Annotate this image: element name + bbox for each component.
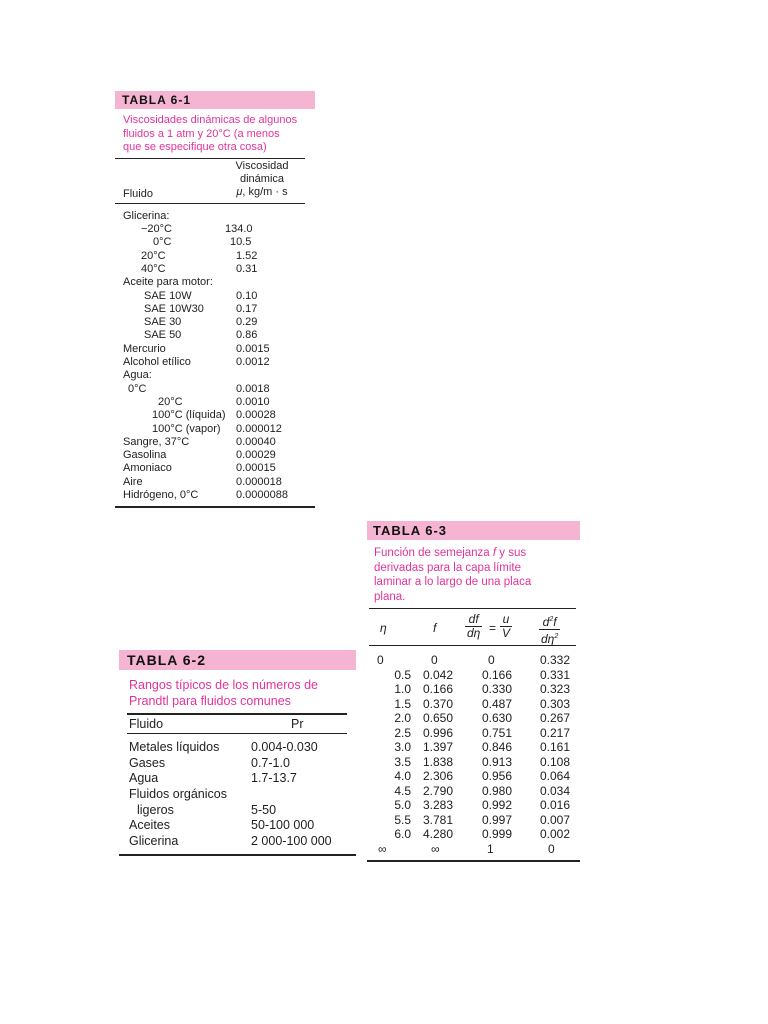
table-row [367,711,580,726]
viscosity-value: 0.0010 [236,395,270,408]
table-6-2-header [119,715,356,733]
viscosity-value: 0.0000088 [236,489,288,502]
table-row [367,842,580,857]
column-header-u-v [500,613,512,640]
viscosity-value: 0.00040 [236,435,276,448]
table-row [115,316,315,329]
d2f-deta2-value: 0.034 [539,783,570,798]
table-6-1-caption [123,114,315,155]
column-header-eta: η [380,621,387,635]
d2f-deta2-value: 0.332 [539,653,570,667]
df-deta-value: 0.997 [481,812,512,827]
column-header-f: f [433,621,437,635]
table-6-2-label: TABLA 6-2 [119,650,356,670]
table-row [115,396,315,409]
table-6-3 [367,521,580,862]
fluid-name: Aire [123,475,143,488]
table-row [115,409,315,422]
table-row [115,276,315,289]
d2f-deta2-value: 0.108 [539,754,570,769]
fluid-name: Metales líquidos [129,740,220,754]
fraction-denominator: dη [467,626,481,640]
fluid-name: SAE 10W [144,289,192,302]
table-row [367,697,580,712]
table-row [115,423,315,436]
caption-line: fluidos a 1 atm y 20°C (a menos [123,127,280,140]
viscosity-value: 10.5 [230,236,252,249]
viscosity-header-line: Viscosidad [235,159,289,172]
table-row [367,726,580,741]
f-value: 2.790 [422,783,453,798]
table-row [115,210,315,223]
viscosity-value: 0.86 [236,329,258,342]
fraction-numerator: df [465,613,482,627]
fluid-name: Agua [129,771,159,786]
fraction-numerator: u [500,613,512,627]
caption-var-f: f [492,547,497,559]
d2f-deta2-value: 0.007 [539,812,570,827]
table-row [115,329,315,342]
mu-symbol: μ [236,185,243,198]
caption-line: que se especifique otra cosa) [123,141,267,154]
column-header-d2f-deta2 [539,613,560,646]
fluid-name: Agua: [123,369,152,382]
d-eta-symbol: dη [541,632,555,646]
table-row [367,827,580,842]
fluid-name: 100°C (líquida) [152,409,226,422]
f-value: 0.042 [422,667,453,682]
caption-text: Función de semejanza [374,547,493,559]
viscosity-value: 0.00029 [236,449,276,462]
table-row [119,740,356,756]
fluid-name: 0°C [153,236,172,249]
d2f-deta2-value: 0.331 [539,667,570,682]
f-value: 0.166 [422,682,453,696]
df-deta-value: 0.166 [481,667,512,682]
table-6-1-header [115,159,315,203]
table-row [115,369,315,382]
fluid-name: Mercurio [123,342,166,355]
column-header-pr: Pr [291,717,304,731]
eta-value: 1.0 [394,682,411,696]
viscosity-value: 0.29 [236,316,258,329]
fluid-name: ligeros [137,802,174,817]
fluid-name: Glicerina: [123,209,170,222]
fluid-name: 0°C [128,382,147,395]
f-value: 2.306 [422,769,453,783]
fluid-name: 40°C [141,262,166,275]
eta-value: 3.0 [394,740,411,754]
table-row [115,476,315,489]
table-row [367,755,580,770]
fluid-name: Gases [129,755,166,770]
table-row [367,653,580,668]
d2f-deta2-value: 0.002 [539,827,570,841]
table-row [115,462,315,475]
table-6-1 [115,91,315,508]
fluid-name: 20°C [141,249,166,262]
eta-value: 6.0 [394,827,411,841]
f-value: 0.650 [422,711,453,725]
df-deta-value: 0.992 [481,798,512,812]
eta-value: ∞ [378,841,387,856]
table-row [115,236,315,249]
df-deta-value: 0.913 [481,754,512,769]
df-deta-value: 1 [487,841,494,856]
table-6-3-caption [374,546,580,604]
eta-value: 5.0 [394,798,411,812]
prandtl-value: 0.7-1.0 [251,755,290,770]
caption-line [374,546,580,561]
d2f-deta2-value: 0.217 [539,725,570,740]
fluid-name: Alcohol etílico [123,356,191,369]
viscosity-value: 0.000012 [236,422,282,435]
fluid-name: Amoniaco [123,462,172,475]
f-value: 3.781 [422,812,453,827]
caption-line: plana. [374,590,406,603]
fluid-name: SAE 30 [144,316,182,329]
table-row [367,784,580,799]
table-row [119,756,356,772]
table-6-1-body [115,204,315,503]
table-row [119,818,356,834]
fluid-name: Glicerina [129,834,179,849]
viscosity-value: 0.000018 [236,475,282,488]
fluid-name: Gasolina [123,449,167,462]
eta-value: 0.5 [394,667,411,682]
f-value: 4.280 [422,827,453,841]
eta-value: 4.0 [394,769,411,783]
table-row [115,383,315,396]
table-6-3-label: TABLA 6-3 [367,521,580,540]
viscosity-unit [221,186,303,199]
table-row [115,343,315,356]
df-deta-value: 0.846 [481,740,512,754]
table-row [115,303,315,316]
table-6-1-label: TABLA 6-1 [115,91,315,109]
table-row [115,290,315,303]
prandtl-value: 0.004-0.030 [251,740,318,754]
df-deta-value: 0.487 [481,696,512,711]
table-row [115,250,315,263]
d2f-deta2-value: 0.064 [539,769,570,783]
fraction-denominator [539,630,560,646]
fraction-denominator: V [502,626,511,640]
table-rule [115,506,315,508]
prandtl-value: 5-50 [251,802,277,817]
df-deta-value: 0.751 [481,725,512,740]
df-deta-value: 0.630 [481,711,512,725]
table-row [115,223,315,236]
table-row [115,436,315,449]
eta-value: 2.5 [394,725,411,740]
d2f-deta2-value: 0.267 [539,711,570,725]
table-row [115,356,315,369]
viscosity-value: 0.17 [236,302,258,315]
viscosity-value: 0.0018 [236,382,270,395]
table-rule [119,854,356,856]
viscosity-value: 0.0012 [236,356,270,369]
table-row [367,813,580,828]
table-row [119,771,356,787]
caption-line: Rangos típicos de los números de [129,678,318,692]
table-row [119,787,356,803]
caption-line: Viscosidades dinámicas de algunos [123,114,298,126]
prandtl-value: 50-100 000 [251,818,315,833]
df-deta-value: 0 [488,653,495,667]
table-row [367,769,580,784]
fluid-name: Fluidos orgánicos [129,787,227,802]
f-value: 0 [431,653,438,667]
table-rule [367,860,580,862]
eta-value: 1.5 [394,696,411,711]
df-deta-value: 0.980 [481,783,512,798]
d2f-deta2-value: 0.323 [539,682,570,696]
table-row [115,263,315,276]
viscosity-value: 0.00028 [236,409,276,422]
fluid-name: −20°C [141,223,173,236]
eta-value: 0 [377,653,384,667]
column-header-df-deta [465,613,482,640]
table-row [367,740,580,755]
f-value: ∞ [431,841,440,856]
caption-text: y sus [496,547,527,559]
table-6-2-body [119,734,356,850]
column-header-viscosity [221,160,303,199]
table-6-3-header [367,609,580,645]
d2f-deta2-value: 0.303 [539,696,570,711]
fluid-name: 20°C [158,395,183,408]
d-symbol: d [542,615,550,629]
viscosity-value: 1.52 [236,249,258,262]
fluid-name: SAE 10W30 [144,302,204,315]
fraction-numerator [539,613,560,630]
superscript: 2 [554,633,559,640]
table-6-3-body [367,646,580,856]
fluid-name: Aceites [129,818,170,833]
f-value: 1.397 [422,740,453,754]
viscosity-value: 0.0015 [236,342,270,355]
viscosity-value: 0.00015 [236,462,276,475]
fluid-name: Sangre, 37°C [123,435,190,448]
eta-value: 2.0 [394,711,411,725]
df-deta-value: 0.999 [481,827,512,841]
caption-line: derivadas para la capa límite [374,561,522,574]
column-header-fluid: Fluido [129,717,164,731]
f-value: 3.283 [422,798,453,812]
prandtl-value: 1.7-13.7 [251,771,297,786]
viscosity-header-line: dinámica [239,172,285,185]
table-row [367,682,580,697]
table-row [367,798,580,813]
table-6-2-caption [129,677,356,709]
caption-line: Prandtl para fluidos comunes [129,694,291,708]
df-deta-value: 0.956 [481,769,512,783]
f-value: 0.370 [422,696,453,711]
column-header-fluid: Fluido [123,187,153,200]
d2f-deta2-value: 0.016 [539,798,570,812]
fluid-name: SAE 50 [144,329,182,342]
table-row [115,489,315,502]
table-row [119,803,356,819]
viscosity-value: 0.10 [236,289,258,302]
df-deta-value: 0.330 [481,682,512,696]
f-symbol: f [553,615,557,629]
fluid-name: Aceite para motor: [123,276,213,289]
fluid-name: Hidrógeno, 0°C [123,489,199,502]
eta-value: 4.5 [394,783,411,798]
eta-value: 5.5 [394,812,411,827]
table-row [115,449,315,462]
superscript: 2 [549,616,554,623]
d2f-deta2-value: 0.161 [539,740,570,754]
eta-value: 3.5 [394,754,411,769]
f-value: 1.838 [422,754,453,769]
prandtl-value: 2 000-100 000 [251,834,332,849]
f-value: 0.996 [422,725,453,740]
table-row [367,668,580,683]
viscosity-value: 134.0 [225,223,253,236]
viscosity-unit-text: , kg/m · s [242,185,288,198]
equals-sign: = [489,621,497,635]
caption-line: laminar a lo largo de una placa [374,576,532,588]
d2f-deta2-value: 0 [548,841,555,856]
fluid-name: 100°C (vapor) [152,422,221,435]
viscosity-value: 0.31 [236,262,258,275]
table-6-2 [119,650,356,856]
table-row [119,834,356,850]
